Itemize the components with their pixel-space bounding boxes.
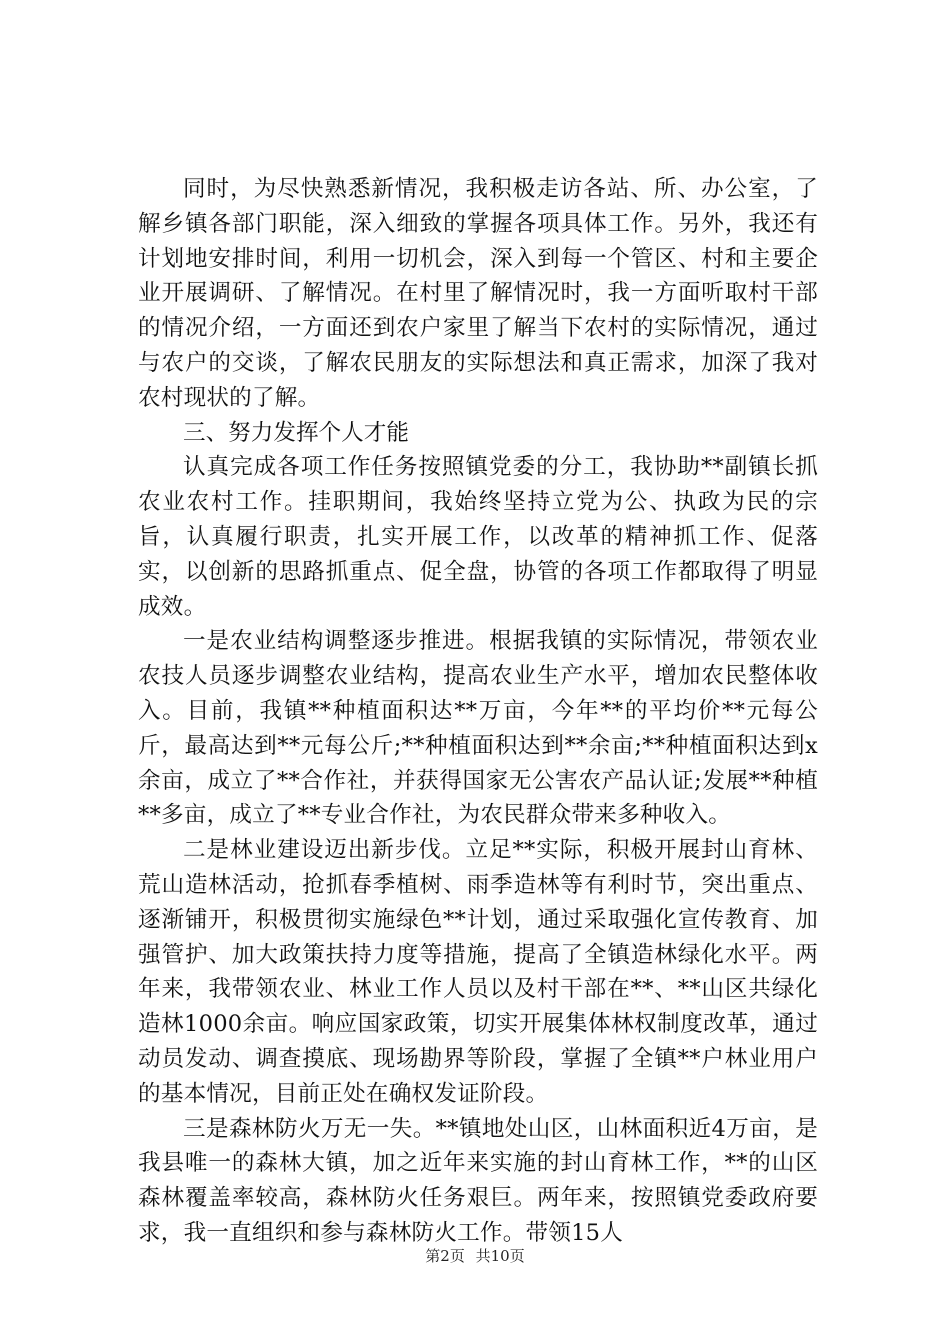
document-body bbox=[138, 172, 818, 1251]
paragraph-complete-tasks: 认真完成各项工作任务按照镇党委的分工，我协助**副镇长抓农业农村工作。挂职期间，我始终坚持立党为公、执政为民的宗旨，认真履行职责，扎实开展工作，以改革的精神抓工作、促落实，以创新的思路抓重点、促全盘，协管的各项工作都取得了明显成效。 bbox=[138, 454, 818, 620]
paragraph-agriculture-structure: 一是农业结构调整逐步推进。根据我镇的实际情况，带领农业农技人员逐步调整农业结构，提高农业生产水平，增加农民整体收入。目前，我镇**种植面积达**万亩，今年**的平均价**元每公斤，最高达到**元每公斤;**种植面积达到**余亩;**种植面积达到x余亩，成立了**合作社，并获得国家无公害农产品认证;发展**种植**多亩，成立了**专业合作社，为农民群众带来多种收入。 bbox=[138, 628, 818, 829]
page-number: 第2页 bbox=[425, 1247, 465, 1265]
section-heading-three: 三、努力发挥个人才能 bbox=[183, 419, 409, 446]
paragraph-forestry-construction: 二是林业建设迈出新步伐。立足**实际，积极开展封山育林、荒山造林活动，抢抓春季植树、雨季造林等有利时节，突出重点、逐渐铺开，积极贯彻实施绿色**计划，通过采取强化宣传教育、加强管护、加大政策扶持力度等措施，提高了全镇造林绿化水平。两年来，我带领农业、林业工作人员以及村干部在**、**山区共绿化造林1000余亩。响应国家政策，切实开展集体林权制度改革，通过动员发动、调查摸底、现场勘界等阶段，掌握了全镇**户林业用户的基本情况，目前正处在确权发证阶段。 bbox=[138, 837, 818, 1107]
paragraph-fire-prevention: 三是森林防火万无一失。**镇地处山区，山林面积近4万亩，是我县唯一的森林大镇，加之近年来实施的封山育林工作，**的山区森林覆盖率较高，森林防火任务艰巨。两年来，按照镇党委政府要求，我一直组织和参与森林防火工作。带领15人 bbox=[138, 1115, 818, 1246]
paragraph-visit-departments: 同时，为尽快熟悉新情况，我积极走访各站、所、办公室，了解乡镇各部门职能，深入细致的掌握各项具体工作。另外，我还有计划地安排时间，利用一切机会，深入到每一个管区、村和主要企业开展调研、了解情况。在村里了解情况时，我一方面听取村干部的情况介绍，一方面还到农户家里了解当下农村的实际情况，通过与农户的交谈，了解农民朋友的实际想法和真正需求，加深了我对农村现状的了解。 bbox=[138, 176, 818, 411]
page-total: 共10页 bbox=[475, 1247, 525, 1265]
page-footer bbox=[0, 1246, 950, 1266]
